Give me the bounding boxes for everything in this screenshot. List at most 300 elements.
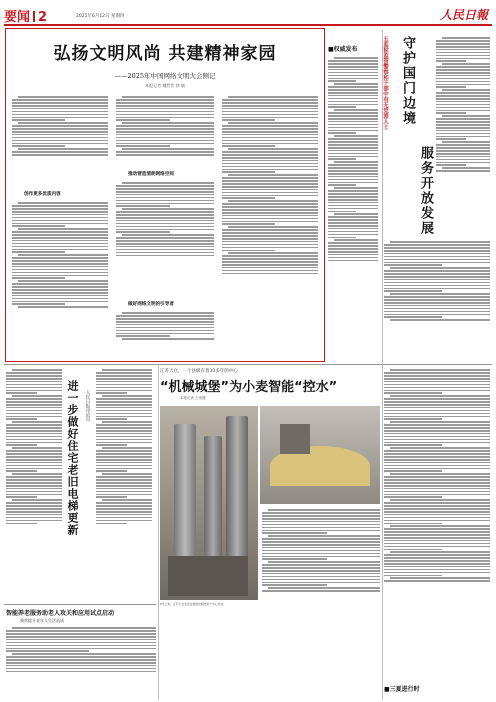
- lead-subtitle: ——2025年中国网络文明大会侧记: [114, 72, 216, 80]
- text-line: [328, 75, 378, 77]
- text-line: [384, 491, 490, 493]
- text-line: [436, 164, 466, 166]
- text-line: [384, 296, 490, 298]
- text-line: [102, 421, 152, 423]
- text-line: [12, 125, 108, 127]
- text-line: [262, 515, 380, 517]
- text-line: [222, 140, 318, 142]
- text-line: [328, 153, 378, 155]
- text-line: [384, 534, 490, 536]
- feature-photo-caption: 6月上旬，江苏大仓农民在智能化粮食烘干中心作业。: [160, 602, 227, 606]
- text-line: [122, 208, 214, 210]
- text-line: [6, 427, 62, 429]
- text-line: [384, 259, 490, 261]
- text-line: [436, 138, 466, 140]
- text-line: [6, 398, 62, 400]
- text-line: [222, 244, 318, 246]
- text-line: [436, 133, 490, 135]
- text-line: [384, 450, 490, 452]
- lead-title: 弘扬文明风尚 共建精神家园: [53, 44, 277, 64]
- text-line: [228, 174, 318, 176]
- text-line: [6, 668, 156, 670]
- text-line: [384, 378, 490, 380]
- text-line: [328, 80, 356, 82]
- text-line: [384, 468, 490, 470]
- text-line: [222, 151, 318, 153]
- text-line: [328, 225, 378, 227]
- text-line: [328, 248, 378, 250]
- text-line: [222, 270, 318, 272]
- issue-date: 2025年6月12日 星期四: [76, 14, 125, 19]
- text-line: [436, 55, 490, 57]
- text-line: [262, 530, 380, 532]
- text-line: [12, 283, 108, 285]
- text-line: [12, 237, 108, 239]
- text-line: [384, 508, 490, 510]
- text-line: [18, 228, 108, 230]
- text-line: [222, 203, 318, 205]
- text-line: [102, 369, 152, 371]
- text-line: [436, 104, 490, 106]
- text-line: [222, 105, 318, 107]
- text-line: [116, 237, 214, 239]
- text-line: [12, 211, 108, 213]
- text-line: [442, 115, 490, 117]
- text-line: [12, 231, 108, 233]
- text-line: [384, 554, 490, 556]
- text-line: [116, 151, 214, 153]
- text-line: [12, 301, 108, 303]
- text-line: [12, 220, 108, 222]
- text-line: [436, 130, 490, 132]
- text-line: [328, 208, 378, 210]
- lead-story-box: [5, 28, 325, 362]
- text-line: [116, 203, 214, 205]
- text-line: [12, 627, 156, 629]
- text-line: [328, 98, 378, 100]
- text-line: [384, 401, 490, 403]
- text-line: [96, 381, 152, 383]
- text-line: [436, 159, 490, 161]
- text-line: [12, 447, 62, 449]
- text-line: [384, 580, 490, 582]
- text-line: [442, 37, 490, 39]
- text-line: [12, 298, 108, 300]
- text-line: [12, 272, 108, 274]
- text-line: [96, 505, 152, 507]
- text-line: [262, 518, 380, 520]
- text-line: [18, 148, 108, 150]
- text-line: [384, 563, 490, 565]
- text-line: [6, 439, 62, 441]
- text-line: [12, 251, 65, 253]
- text-line: [6, 442, 62, 444]
- commentary-sub: 人民日报评论员: [85, 390, 90, 422]
- text-line: [12, 214, 108, 216]
- text-line: [6, 407, 62, 409]
- text-line: [390, 293, 490, 295]
- text-line: [6, 387, 62, 389]
- text-line: [328, 245, 378, 247]
- text-line: [12, 369, 62, 371]
- text-line: [222, 137, 318, 139]
- text-line: [116, 249, 214, 251]
- mid-feature-kicker: 江苏大仓，一个县级有着30多年的中心: [160, 369, 238, 374]
- text-line: [116, 137, 214, 139]
- text-line: [96, 517, 152, 519]
- text-line: [222, 192, 318, 194]
- text-line: [384, 459, 490, 461]
- text-line: [12, 111, 108, 113]
- text-line: [328, 138, 378, 140]
- text-line: [228, 252, 318, 254]
- text-line: [6, 453, 62, 455]
- text-line: [116, 102, 214, 104]
- text-line: [436, 86, 466, 88]
- text-line: [384, 398, 490, 400]
- text-line: [102, 473, 152, 475]
- text-line: [384, 410, 490, 412]
- text-line: [384, 511, 490, 513]
- text-line: [222, 195, 318, 197]
- text-line: [328, 182, 378, 184]
- text-line: [6, 656, 156, 658]
- text-line: [6, 671, 156, 673]
- text-line: [116, 105, 214, 107]
- text-line: [328, 167, 378, 169]
- text-line: [436, 150, 490, 152]
- text-line: [222, 114, 318, 116]
- text-line: [384, 540, 490, 542]
- text-line: [6, 502, 62, 504]
- text-line: [384, 288, 490, 290]
- text-line: [96, 378, 152, 380]
- text-line: [96, 416, 152, 418]
- text-line: [6, 494, 62, 496]
- text-line: [122, 234, 214, 236]
- text-line: [384, 569, 490, 571]
- text-line: [384, 299, 490, 301]
- text-line: [268, 509, 380, 511]
- text-line: [222, 163, 318, 165]
- text-line: [384, 273, 490, 275]
- text-line: [384, 392, 442, 394]
- text-line: [222, 238, 318, 240]
- text-line: [384, 479, 490, 481]
- text-line: [6, 465, 62, 467]
- text-line: [222, 247, 318, 249]
- text-line: [384, 557, 490, 559]
- text-line: [6, 511, 62, 513]
- text-line: [262, 576, 380, 578]
- text-line: [384, 270, 490, 272]
- lead-byline: 本报记者 魏哲哲 徐 楠: [145, 83, 185, 88]
- text-line: [222, 264, 318, 266]
- text-line: [442, 167, 490, 169]
- text-line: [262, 524, 380, 526]
- text-line: [384, 314, 490, 316]
- text-line: [222, 171, 275, 173]
- text-line: [6, 444, 37, 446]
- commentary-title: 进一步做好住宅老旧电梯更新: [66, 380, 79, 536]
- text-line: [442, 141, 490, 143]
- text-line: [390, 267, 490, 269]
- text-line: [384, 279, 490, 281]
- text-line: [222, 218, 318, 220]
- text-line: [6, 630, 156, 632]
- text-line: [328, 196, 378, 198]
- text-line: [436, 46, 490, 48]
- text-line: [384, 465, 490, 467]
- text-line: [384, 453, 490, 455]
- text-line: [116, 220, 214, 222]
- text-line: [12, 303, 65, 305]
- text-line: [6, 659, 156, 661]
- text-line: [328, 66, 378, 68]
- text-line: [436, 101, 490, 103]
- commentary-text-right: [96, 368, 152, 598]
- text-line: [384, 316, 442, 318]
- text-line: [328, 237, 356, 239]
- text-line: [328, 60, 378, 62]
- text-line: [384, 285, 490, 287]
- text-line: [116, 205, 170, 207]
- text-line: [384, 311, 490, 313]
- text-line: [12, 131, 108, 133]
- text-line: [6, 491, 62, 493]
- text-line: [384, 537, 490, 539]
- text-line: [116, 330, 214, 332]
- text-line: [222, 209, 318, 211]
- text-line: [6, 508, 62, 510]
- col-divider-1: [158, 366, 159, 700]
- text-line: [96, 468, 152, 470]
- text-line: [12, 473, 62, 475]
- text-line: [222, 177, 318, 179]
- text-line: [328, 144, 378, 146]
- text-line: [384, 264, 442, 266]
- text-line: [18, 122, 108, 124]
- text-line: [6, 381, 62, 383]
- right-feature-kicker: 五监狱监管警察和干部中有无党派人士: [382, 36, 388, 130]
- bottom-left-title: 智能养老服务助老人攻关和应用试点启动: [6, 610, 115, 617]
- text-line: [96, 482, 152, 484]
- text-line: [222, 180, 318, 182]
- text-line: [384, 488, 490, 490]
- text-line: [328, 132, 356, 134]
- text-line: [268, 587, 380, 589]
- text-line: [436, 78, 490, 80]
- text-line: [96, 488, 152, 490]
- text-line: [436, 49, 490, 51]
- text-line: [116, 321, 214, 323]
- text-line: [116, 134, 214, 136]
- text-line: [96, 456, 152, 458]
- text-line: [262, 553, 380, 555]
- text-line: [96, 375, 152, 377]
- text-line: [12, 128, 108, 130]
- text-line: [442, 89, 490, 91]
- text-line: [222, 229, 318, 231]
- right-feature-title-1: 守护国门边境: [400, 36, 415, 126]
- text-line: [328, 156, 378, 158]
- text-line: [384, 494, 490, 496]
- text-line: [222, 186, 318, 188]
- text-line: [384, 276, 490, 278]
- text-line: [328, 254, 378, 256]
- text-line: [116, 119, 170, 121]
- text-line: [6, 424, 62, 426]
- text-line: [436, 69, 490, 71]
- text-line: [18, 202, 108, 204]
- text-line: [384, 404, 490, 406]
- text-line: [262, 512, 380, 514]
- text-line: [12, 499, 62, 501]
- masthead-logo: 人民日報: [439, 8, 488, 22]
- text-line: [262, 532, 327, 534]
- text-line: [222, 131, 318, 133]
- text-line: [328, 86, 378, 88]
- text-line: [96, 372, 152, 374]
- text-line: [12, 140, 108, 142]
- text-line: [96, 439, 152, 441]
- text-line: [384, 290, 442, 292]
- text-line: [222, 250, 275, 252]
- text-line: [384, 247, 490, 249]
- text-line: [116, 333, 214, 335]
- text-line: [6, 485, 62, 487]
- text-line: [384, 407, 490, 409]
- text-line: [328, 173, 378, 175]
- text-line: [96, 465, 152, 467]
- text-line: [436, 170, 490, 172]
- text-line: [328, 104, 378, 106]
- text-line: [262, 564, 380, 566]
- text-line: [436, 144, 490, 146]
- text-line: [96, 520, 152, 522]
- text-line: [12, 395, 62, 397]
- text-line: [222, 241, 318, 243]
- text-line: [222, 273, 318, 275]
- text-line: [436, 84, 490, 86]
- text-line: [96, 479, 152, 481]
- text-line: [102, 395, 152, 397]
- text-line: [328, 89, 378, 91]
- text-line: [116, 191, 214, 193]
- text-line: [222, 223, 275, 225]
- text-line: [116, 99, 214, 101]
- text-line: [328, 118, 378, 120]
- text-line: [6, 476, 62, 478]
- text-line: [96, 476, 152, 478]
- text-line: [328, 219, 378, 221]
- text-line: [328, 170, 378, 172]
- text-line: [262, 527, 380, 529]
- text-line: [384, 482, 490, 484]
- text-line: [334, 161, 378, 163]
- commentary-text-left: [6, 368, 62, 598]
- text-line: [384, 485, 490, 487]
- text-line: [6, 636, 156, 638]
- text-line: [262, 570, 380, 572]
- text-line: [436, 127, 490, 129]
- text-line: [384, 305, 490, 307]
- text-line: [116, 324, 214, 326]
- text-line: [116, 214, 214, 216]
- text-line: [116, 114, 214, 116]
- text-line: [12, 275, 108, 277]
- text-line: [328, 112, 378, 114]
- text-line: [6, 514, 62, 516]
- text-line: [328, 158, 356, 160]
- text-line: [436, 112, 466, 114]
- text-line: [6, 416, 62, 418]
- page-header: [4, 4, 492, 26]
- text-line: [6, 642, 156, 644]
- text-line: [262, 567, 380, 569]
- text-line: [6, 384, 62, 386]
- text-line: [222, 169, 318, 171]
- text-line: [328, 222, 378, 224]
- col-divider-2: [382, 30, 383, 700]
- text-line: [390, 473, 490, 475]
- text-line: [116, 117, 214, 119]
- text-line: [12, 154, 108, 156]
- lead-subhead-3: 做好网络文明的引导者: [128, 302, 174, 307]
- text-line: [328, 242, 378, 244]
- text-line: [6, 456, 62, 458]
- text-line: [96, 485, 152, 487]
- text-line: [12, 151, 108, 153]
- text-line: [6, 410, 62, 412]
- text-line: [222, 232, 318, 234]
- text-line: [384, 256, 490, 258]
- text-line: [384, 520, 490, 522]
- text-line: [12, 99, 108, 101]
- text-line: [390, 551, 490, 553]
- text-line: [384, 418, 442, 420]
- text-line: [6, 378, 62, 380]
- text-line: [436, 58, 490, 60]
- text-line: [328, 257, 378, 259]
- text-line: [436, 40, 490, 42]
- text-line: [262, 556, 380, 558]
- text-line: [222, 258, 318, 260]
- text-line: [222, 157, 318, 159]
- text-line: [228, 226, 318, 228]
- text-line: [334, 57, 378, 59]
- header-rule: [4, 24, 492, 26]
- text-line: [6, 505, 62, 507]
- text-line: [12, 114, 108, 116]
- bottom-right-text: [384, 368, 490, 680]
- text-line: [6, 488, 62, 490]
- text-line: [222, 108, 318, 110]
- text-line: [328, 127, 378, 129]
- text-line: [436, 66, 490, 68]
- text-line: [6, 645, 156, 647]
- text-line: [6, 482, 62, 484]
- text-line: [96, 387, 152, 389]
- text-line: [12, 263, 108, 265]
- text-line: [12, 653, 156, 655]
- text-line: [96, 508, 152, 510]
- text-line: [334, 213, 378, 215]
- text-line: [6, 462, 62, 464]
- text-line: [384, 444, 442, 446]
- text-line: [96, 496, 127, 498]
- text-line: [328, 251, 378, 253]
